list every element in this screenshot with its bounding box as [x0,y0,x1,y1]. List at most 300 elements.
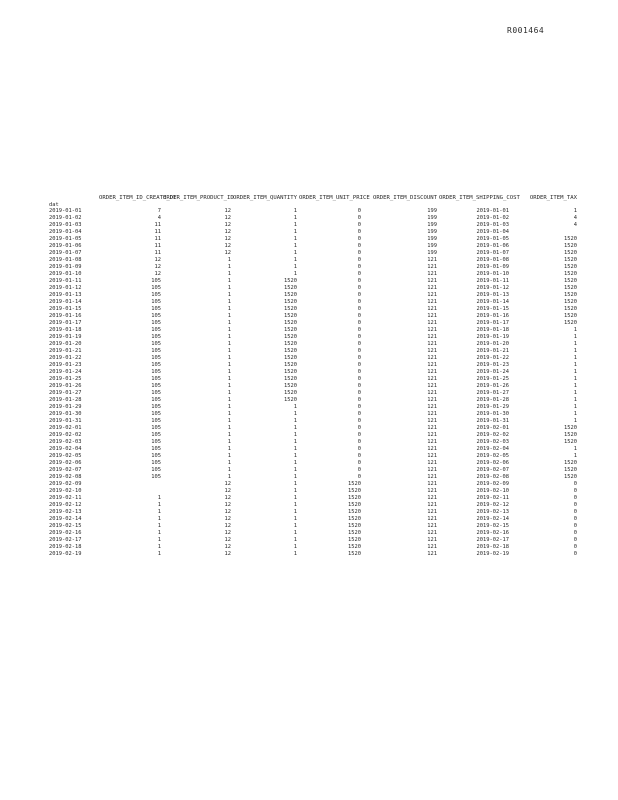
row-label: 2019-01-08 [49,257,82,263]
table-cell: 0 [357,362,361,368]
table-cell: 1 [573,418,577,424]
table-cell: 1 [293,467,297,473]
table-cell: 12 [224,530,231,536]
table-row [48,467,578,474]
table-row [48,411,578,418]
table-cell: 2019-01-13 [476,292,509,298]
table-cell: 11 [154,243,161,249]
table-cell: 121 [427,369,437,375]
table-row [48,292,578,299]
table-cell: 1 [227,446,231,452]
row-label: 2019-01-13 [49,292,82,298]
table-cell: 1 [157,544,161,550]
table-cell: 1 [293,502,297,508]
row-label: 2019-02-02 [49,432,82,438]
table-cell: 1 [227,439,231,445]
table-row [48,334,578,341]
table-cell: 0 [573,502,577,508]
row-label: 2019-01-27 [49,390,82,396]
table-cell: 1 [573,334,577,340]
table-cell: 0 [573,523,577,529]
table-cell: 0 [357,250,361,256]
table-cell: 1 [227,320,231,326]
table-cell: 2019-01-14 [476,299,509,305]
table-cell: 1 [227,411,231,417]
table-cell: 1 [227,453,231,459]
table-cell: 1 [293,404,297,410]
column-header: ORDER_ITEM_DISCOUNT [373,195,437,201]
table-row [48,537,578,544]
row-label: 2019-01-18 [49,327,82,333]
table-cell: 1 [227,369,231,375]
table-row [48,278,578,285]
table-cell: 1 [157,516,161,522]
table-cell: 199 [427,208,437,214]
table-cell: 7 [157,208,161,214]
row-label: 2019-01-26 [49,383,82,389]
table-cell: 2019-01-21 [476,348,509,354]
table-row [48,215,578,222]
table-cell: 199 [427,222,437,228]
table-cell: 121 [427,278,437,284]
table-cell: 2019-01-25 [476,376,509,382]
table-cell: 105 [151,411,161,417]
table-cell: 1520 [564,278,577,284]
table-cell: 1 [293,544,297,550]
table-cell: 121 [427,313,437,319]
table-cell: 0 [357,313,361,319]
table-cell: 199 [427,250,437,256]
table-cell: 121 [427,411,437,417]
table-cell: 105 [151,362,161,368]
table-cell: 121 [427,460,437,466]
row-label: 2019-01-14 [49,299,82,305]
table-cell: 121 [427,544,437,550]
table-cell: 12 [224,516,231,522]
table-cell: 1520 [564,250,577,256]
row-label: 2019-01-28 [49,397,82,403]
table-cell: 1520 [348,530,361,536]
table-cell: 2019-01-16 [476,313,509,319]
table-cell: 1 [293,425,297,431]
table-cell: 121 [427,551,437,557]
table-row [48,523,578,530]
table-cell: 1 [227,285,231,291]
table-cell: 2019-01-09 [476,264,509,270]
table-cell: 105 [151,425,161,431]
table-cell: 1 [227,327,231,333]
table-cell: 1 [293,411,297,417]
table-cell: 0 [573,537,577,543]
table-cell: 1 [227,404,231,410]
row-label: 2019-02-05 [49,453,82,459]
row-label: 2019-02-18 [49,544,82,550]
row-label: 2019-02-07 [49,467,82,473]
row-label: 2019-02-11 [49,495,82,501]
table-cell: 0 [357,285,361,291]
table-cell: 1 [293,530,297,536]
table-cell: 1 [227,383,231,389]
table-cell: 1 [157,502,161,508]
table-row [48,243,578,250]
table-cell: 121 [427,306,437,312]
table-cell: 1520 [564,439,577,445]
table-cell: 1 [227,334,231,340]
table-row [48,320,578,327]
table-cell: 1 [293,453,297,459]
table-cell: 0 [357,404,361,410]
table-cell: 105 [151,348,161,354]
table-cell: 1520 [348,544,361,550]
table-cell: 1 [227,306,231,312]
table-cell: 1 [227,348,231,354]
table-row [48,299,578,306]
table-cell: 12 [224,488,231,494]
table-cell: 4 [157,215,161,221]
row-label: 2019-01-21 [49,348,82,354]
table-cell: 1 [157,530,161,536]
table-cell: 121 [427,432,437,438]
row-label: 2019-01-16 [49,313,82,319]
table-cell: 1520 [284,369,297,375]
table-cell: 11 [154,229,161,235]
index-label: dat [49,202,59,208]
table-cell: 1 [227,271,231,277]
table-cell: 2019-01-07 [476,250,509,256]
table-cell: 199 [427,215,437,221]
table-row [48,383,578,390]
table-cell: 121 [427,320,437,326]
table-cell: 0 [357,320,361,326]
row-label: 2019-01-22 [49,355,82,361]
table-cell: 12 [224,250,231,256]
table-cell: 1520 [284,306,297,312]
table-cell: 121 [427,404,437,410]
column-header [48,194,98,202]
table-cell: 2019-01-01 [476,208,509,214]
table-row [48,551,578,558]
table-cell: 1 [573,453,577,459]
table-cell: 1 [573,404,577,410]
table-cell: 12 [224,222,231,228]
table-cell: 121 [427,453,437,459]
table-cell: 0 [357,306,361,312]
table-cell: 12 [224,509,231,515]
table-cell: 1 [573,327,577,333]
table-cell: 1520 [564,432,577,438]
table-row [48,432,578,439]
table-cell: 2019-02-10 [476,488,509,494]
table-cell: 12 [224,551,231,557]
row-label: 2019-01-05 [49,236,82,242]
table-cell: 121 [427,446,437,452]
table-cell: 1 [293,222,297,228]
row-label: 2019-01-29 [49,404,82,410]
table-cell: 1520 [284,278,297,284]
table-cell: 0 [357,453,361,459]
table-row [48,236,578,243]
table-cell: 1 [573,362,577,368]
table-cell: 2019-01-06 [476,243,509,249]
table-cell: 2019-01-17 [476,320,509,326]
table-cell: 12 [224,229,231,235]
row-label: 2019-02-14 [49,516,82,522]
table-cell: 121 [427,264,437,270]
table-cell: 1 [573,208,577,214]
table-row [48,404,578,411]
table-cell: 1 [293,460,297,466]
page-id: R001464 [507,26,545,35]
table-cell: 1520 [284,362,297,368]
table-cell: 0 [573,544,577,550]
row-label: 2019-01-07 [49,250,82,256]
table-cell: 121 [427,376,437,382]
table-cell: 1 [293,495,297,501]
table-cell: 2019-01-24 [476,369,509,375]
table-cell: 1 [227,397,231,403]
table-cell: 1 [293,439,297,445]
table-cell: 0 [357,376,361,382]
column-header: ORDER_ITEM_PRODUCT_ID [163,195,234,201]
table-cell: 0 [357,411,361,417]
row-label: 2019-01-01 [49,208,82,214]
table-row [48,516,578,523]
table-cell: 1 [573,411,577,417]
table-cell: 0 [357,348,361,354]
table-cell: 199 [427,229,437,235]
row-label: 2019-02-09 [49,481,82,487]
row-label: 2019-01-10 [49,271,82,277]
table-cell: 0 [573,509,577,515]
table-cell: 1 [293,418,297,424]
table-cell: 121 [427,523,437,529]
table-cell: 0 [357,439,361,445]
table-cell [98,481,162,488]
table-cell: 105 [151,334,161,340]
table-cell: 1 [157,495,161,501]
table-cell: 121 [427,481,437,487]
row-label: 2019-01-17 [49,320,82,326]
table-cell: 1520 [564,285,577,291]
table-cell: 1 [293,250,297,256]
table-cell: 2019-01-30 [476,411,509,417]
table-cell: 105 [151,306,161,312]
column-header: ORDER_ITEM_SHIPPING_COST [439,195,520,201]
table-cell: 0 [357,243,361,249]
table-cell: 1520 [284,292,297,298]
table-cell: 121 [427,537,437,543]
table-cell: 2019-01-31 [476,418,509,424]
table-cell: 2019-02-08 [476,474,509,480]
table-row [48,544,578,551]
table-cell: 0 [357,257,361,263]
table-cell: 1520 [564,243,577,249]
table-cell: 0 [357,278,361,284]
table-cell: 105 [151,355,161,361]
row-label: 2019-01-11 [49,278,82,284]
table-cell: 121 [427,467,437,473]
table-cell: 1520 [564,474,577,480]
table-cell: 105 [151,341,161,347]
table-cell: 0 [573,488,577,494]
table-cell: 105 [151,383,161,389]
table-cell: 121 [427,516,437,522]
table-cell: 1520 [284,341,297,347]
table-cell: 2019-01-27 [476,390,509,396]
table-cell: 1520 [348,488,361,494]
column-header: ORDER_ITEM_UNIT_PRICE [299,195,370,201]
table-cell: 0 [357,264,361,270]
table-cell: 1 [293,474,297,480]
row-label: 2019-02-01 [49,425,82,431]
table-cell: 2019-01-04 [476,229,509,235]
table-cell: 121 [427,418,437,424]
row-label: 2019-02-08 [49,474,82,480]
table-cell: 0 [573,516,577,522]
table-row [48,229,578,236]
table-cell: 0 [357,467,361,473]
table-row [48,530,578,537]
table-cell [98,488,162,495]
table-cell: 121 [427,502,437,508]
table-cell: 105 [151,320,161,326]
table-cell: 2019-01-19 [476,334,509,340]
table-cell: 0 [357,369,361,375]
table-cell: 1520 [564,467,577,473]
table-cell: 1 [157,523,161,529]
table-cell: 1520 [284,320,297,326]
row-label: 2019-01-31 [49,418,82,424]
table-cell: 0 [573,481,577,487]
table-cell: 1 [293,509,297,515]
table-cell: 11 [154,236,161,242]
table-header [48,194,578,202]
table-cell: 2019-01-02 [476,215,509,221]
table-cell: 121 [427,271,437,277]
table-cell: 2019-01-03 [476,222,509,228]
table-cell: 1520 [284,285,297,291]
table-cell: 105 [151,313,161,319]
table-body [48,202,578,558]
table-cell: 0 [357,327,361,333]
table-row [48,460,578,467]
table-cell: 0 [357,446,361,452]
row-label: 2019-01-25 [49,376,82,382]
table-row [48,208,578,215]
table-cell: 2019-01-26 [476,383,509,389]
row-label: 2019-02-03 [49,439,82,445]
table-cell: 105 [151,404,161,410]
table-cell: 0 [357,229,361,235]
row-label: 2019-01-15 [49,306,82,312]
table-cell: 1 [293,523,297,529]
header-row [48,194,578,202]
table-cell: 12 [224,495,231,501]
row-label: 2019-01-06 [49,243,82,249]
table-cell: 2019-02-09 [476,481,509,487]
table-cell: 1 [293,257,297,263]
table-cell: 12 [224,502,231,508]
table-row [48,355,578,362]
table-cell: 2019-02-16 [476,530,509,536]
table-cell: 11 [154,222,161,228]
table-cell: 12 [224,523,231,529]
table-cell: 1 [573,348,577,354]
table-cell: 1 [293,432,297,438]
table-cell: 1 [227,362,231,368]
table-cell: 2019-02-04 [476,446,509,452]
table-cell: 2019-01-28 [476,397,509,403]
row-label: 2019-02-16 [49,530,82,536]
row-label: 2019-02-10 [49,488,82,494]
table-cell: 121 [427,327,437,333]
table-cell: 0 [357,299,361,305]
table-cell: 105 [151,327,161,333]
table-row [48,418,578,425]
row-label: 2019-02-17 [49,537,82,543]
table-cell: 0 [357,397,361,403]
table-cell: 2019-02-19 [476,551,509,557]
table-cell: 1 [227,418,231,424]
table-cell: 12 [154,257,161,263]
table-cell: 2019-01-22 [476,355,509,361]
table-cell: 121 [427,495,437,501]
table-cell: 1520 [348,537,361,543]
table-cell: 199 [427,243,437,249]
table-row [48,341,578,348]
table-cell: 1520 [564,306,577,312]
table-cell: 121 [427,474,437,480]
table-cell: 0 [357,425,361,431]
table-cell: 2019-02-07 [476,467,509,473]
table-cell: 199 [427,236,437,242]
table-row [48,250,578,257]
table-cell: 1 [227,390,231,396]
table-cell: 121 [427,341,437,347]
row-label: 2019-02-12 [49,502,82,508]
data-table [48,194,578,558]
table-row [48,481,578,488]
table-cell: 1 [227,460,231,466]
table-cell: 0 [357,390,361,396]
table-cell: 121 [427,488,437,494]
table-row [48,446,578,453]
table-cell: 1 [227,299,231,305]
table-cell: 1 [227,425,231,431]
table-cell: 121 [427,509,437,515]
table-cell: 121 [427,334,437,340]
table-cell: 121 [427,362,437,368]
table-cell: 105 [151,418,161,424]
table-cell: 1 [293,264,297,270]
row-label: 2019-01-24 [49,369,82,375]
table-cell: 1520 [284,299,297,305]
row-label: 2019-02-19 [49,551,82,557]
table-cell: 1 [227,313,231,319]
table-cell: 2019-02-17 [476,537,509,543]
table-row [48,509,578,516]
table-cell: 105 [151,299,161,305]
table-cell: 12 [224,243,231,249]
table-cell: 2019-02-02 [476,432,509,438]
row-label: 2019-02-13 [49,509,82,515]
table-cell [510,229,578,236]
table-cell: 2019-02-15 [476,523,509,529]
table-cell: 1 [227,432,231,438]
table-cell: 0 [357,432,361,438]
table-cell: 1520 [284,376,297,382]
table-cell: 105 [151,285,161,291]
